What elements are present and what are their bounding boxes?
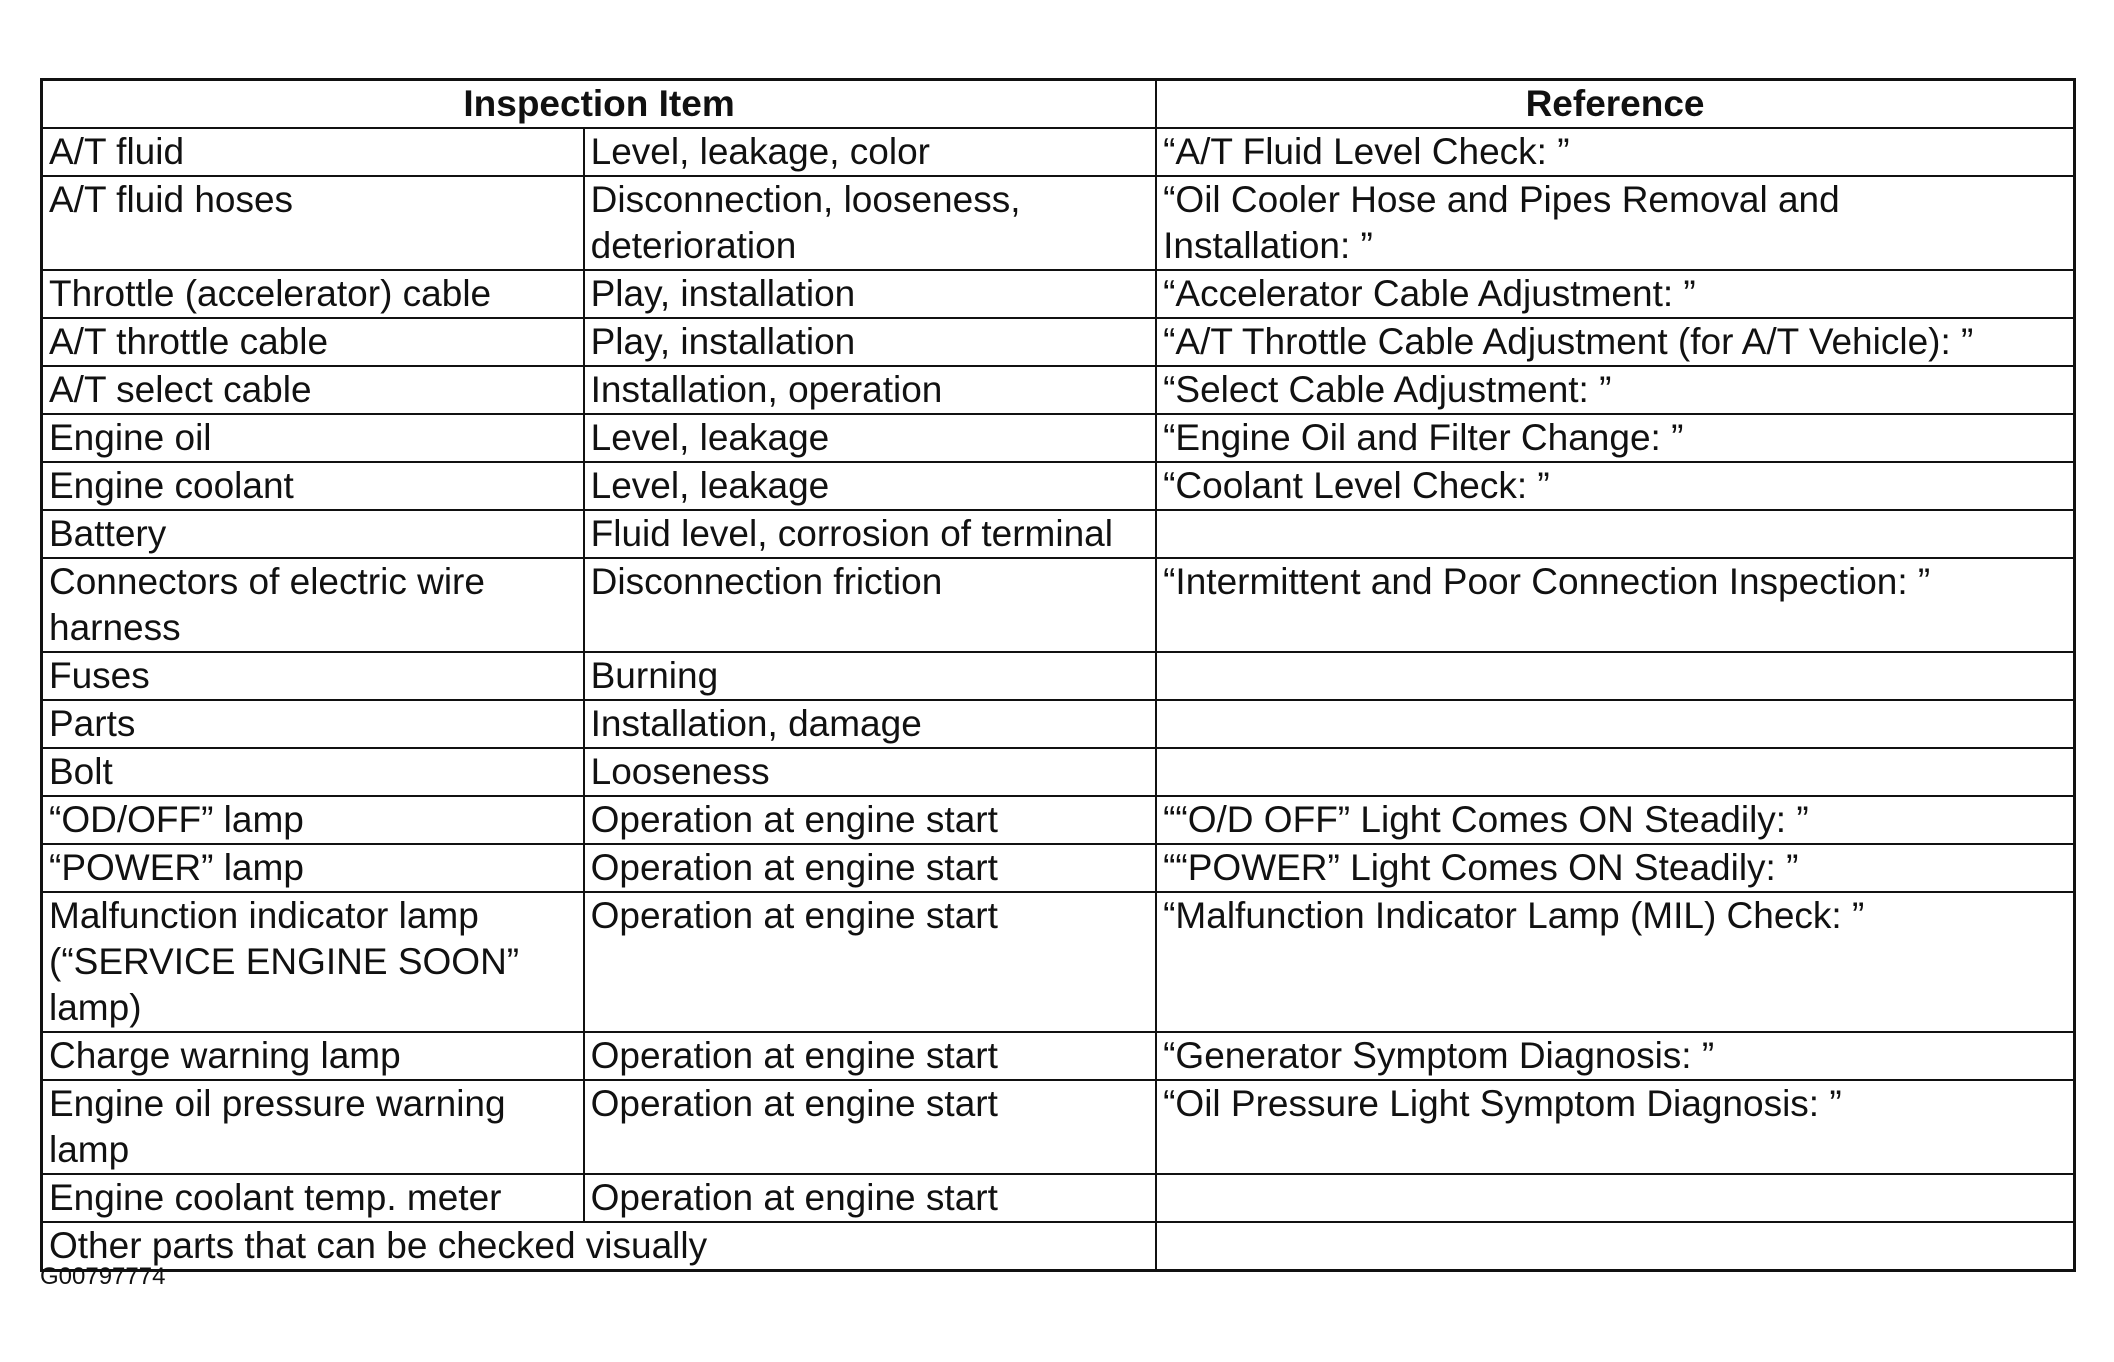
- reference-cell: “Generator Symptom Diagnosis: ”: [1156, 1032, 2074, 1080]
- reference-cell: ““O/D OFF” Light Comes ON Steadily: ”: [1156, 796, 2074, 844]
- reference-cell: [1156, 748, 2074, 796]
- check-cell: Operation at engine start: [584, 892, 1156, 1032]
- item-cell: Parts: [42, 700, 584, 748]
- table-row: [42, 270, 2075, 318]
- reference-cell: “Intermittent and Poor Connection Inspection: ”: [1156, 558, 2074, 652]
- table-row: [42, 414, 2075, 462]
- reference-cell: [1156, 700, 2074, 748]
- check-cell: Looseness: [584, 748, 1156, 796]
- item-cell: Connectors of electric wire harness: [42, 558, 584, 652]
- table-row: [42, 366, 2075, 414]
- reference-cell: “Malfunction Indicator Lamp (MIL) Check: ”: [1156, 892, 2074, 1032]
- check-cell: Operation at engine start: [584, 1032, 1156, 1080]
- reference-cell: [1156, 510, 2074, 558]
- item-cell: Engine oil: [42, 414, 584, 462]
- reference-cell: “Oil Pressure Light Symptom Diagnosis: ”: [1156, 1080, 2074, 1174]
- table-body: [42, 128, 2075, 1271]
- item-cell: A/T throttle cable: [42, 318, 584, 366]
- table-row: [42, 700, 2075, 748]
- check-cell: Operation at engine start: [584, 1174, 1156, 1222]
- inspection-item-header: Inspection Item: [42, 80, 1157, 129]
- check-cell: Operation at engine start: [584, 796, 1156, 844]
- item-cell: Engine oil pressure warning lamp: [42, 1080, 584, 1174]
- table-row: [42, 796, 2075, 844]
- reference-cell: “Accelerator Cable Adjustment: ”: [1156, 270, 2074, 318]
- check-cell: Installation, damage: [584, 700, 1156, 748]
- table-row: [42, 1174, 2075, 1222]
- item-cell: Other parts that can be checked visually: [42, 1222, 1157, 1271]
- check-cell: Play, installation: [584, 318, 1156, 366]
- item-cell: Engine coolant temp. meter: [42, 1174, 584, 1222]
- table-row: [42, 748, 2075, 796]
- reference-cell: “Oil Cooler Hose and Pipes Removal and Installation: ”: [1156, 176, 2074, 270]
- check-cell: Operation at engine start: [584, 844, 1156, 892]
- figure-id: G00797774: [40, 1263, 166, 1290]
- reference-cell: “Engine Oil and Filter Change: ”: [1156, 414, 2074, 462]
- reference-header: Reference: [1156, 80, 2074, 129]
- check-cell: Disconnection friction: [584, 558, 1156, 652]
- item-cell: A/T fluid: [42, 128, 584, 176]
- table-row: [42, 844, 2075, 892]
- item-cell: “OD/OFF” lamp: [42, 796, 584, 844]
- table-row: [42, 558, 2075, 652]
- reference-cell: [1156, 1174, 2074, 1222]
- check-cell: Disconnection, looseness, deterioration: [584, 176, 1156, 270]
- item-cell: “POWER” lamp: [42, 844, 584, 892]
- table-row: [42, 318, 2075, 366]
- table-row: [42, 462, 2075, 510]
- item-cell: Bolt: [42, 748, 584, 796]
- inspection-table: [40, 78, 2076, 1272]
- item-cell: A/T fluid hoses: [42, 176, 584, 270]
- header-row: [42, 80, 2075, 129]
- check-cell: Operation at engine start: [584, 1080, 1156, 1174]
- reference-cell: ““POWER” Light Comes ON Steadily: ”: [1156, 844, 2074, 892]
- check-cell: Burning: [584, 652, 1156, 700]
- table-row: [42, 1080, 2075, 1174]
- item-cell: Battery: [42, 510, 584, 558]
- item-cell: A/T select cable: [42, 366, 584, 414]
- reference-cell: [1156, 1222, 2074, 1271]
- table-row: [42, 510, 2075, 558]
- reference-cell: “A/T Fluid Level Check: ”: [1156, 128, 2074, 176]
- check-cell: Level, leakage: [584, 414, 1156, 462]
- reference-cell: “A/T Throttle Cable Adjustment (for A/T Vehicle): ”: [1156, 318, 2074, 366]
- reference-cell: “Coolant Level Check: ”: [1156, 462, 2074, 510]
- check-cell: Level, leakage: [584, 462, 1156, 510]
- reference-cell: [1156, 652, 2074, 700]
- check-cell: Play, installation: [584, 270, 1156, 318]
- table-row-other-parts: [42, 1222, 2075, 1271]
- check-cell: Level, leakage, color: [584, 128, 1156, 176]
- item-cell: Engine coolant: [42, 462, 584, 510]
- table-row: [42, 176, 2075, 270]
- table-row: [42, 128, 2075, 176]
- table-row: [42, 652, 2075, 700]
- item-cell: Malfunction indicator lamp (“SERVICE ENGINE SOON” lamp): [42, 892, 584, 1032]
- check-cell: Fluid level, corrosion of terminal: [584, 510, 1156, 558]
- item-cell: Fuses: [42, 652, 584, 700]
- item-cell: Charge warning lamp: [42, 1032, 584, 1080]
- table-row: [42, 892, 2075, 1032]
- item-cell: Throttle (accelerator) cable: [42, 270, 584, 318]
- reference-cell: “Select Cable Adjustment: ”: [1156, 366, 2074, 414]
- table-row: [42, 1032, 2075, 1080]
- check-cell: Installation, operation: [584, 366, 1156, 414]
